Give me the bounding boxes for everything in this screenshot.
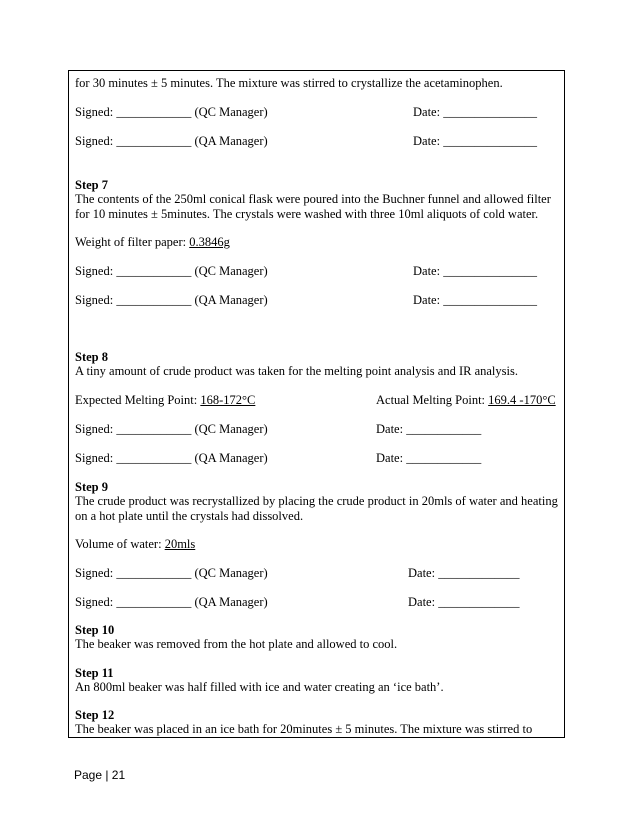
step-8-qa-signature: Signed: ____________ (QA Manager) [75,451,268,465]
step-12-heading: Step 12 [75,708,115,722]
step-8-text-line-1: A tiny amount of crude product was taken for the melting point analysis and IR analysis. [75,364,518,378]
step-9-qa-date: Date: _____________ [408,595,520,609]
step-7-heading: Step 7 [75,178,108,192]
step-7-qc-signature: Signed: ____________ (QC Manager) [75,264,268,278]
filter-paper-weight-value: 0.3846g [189,235,230,249]
actual-melting-point [376,393,556,408]
step-7-qa-date: Date: _______________ [413,293,537,307]
step-10-heading: Step 10 [75,623,115,637]
qa-date-line: Date: _______________ [413,134,537,148]
step-8-qc-date: Date: ____________ [376,422,482,436]
qc-date-line: Date: _______________ [413,105,537,119]
step-7-qa-signature: Signed: ____________ (QA Manager) [75,293,268,307]
step-9-heading: Step 9 [75,480,108,494]
water-volume-label: Volume of water: [75,537,165,551]
step-10-text-line-1: The beaker was removed from the hot plate and allowed to cool. [75,637,398,651]
qa-signature-line: Signed: ____________ (QA Manager) [75,134,268,148]
filter-paper-weight-label: Weight of filter paper: [75,235,190,249]
actual-melting-point-value: 169.4 -170°C [488,393,556,407]
filter-paper-weight [75,235,230,250]
step-12-text-line-1: The beaker was placed in an ice bath for 20minutes ± 5 minutes. The mixture was stirred to [75,722,533,736]
step-9-text-line-1: The crude product was recrystallized by placing the crude product in 20mls of water and heating [75,494,558,508]
step-9-qc-date: Date: _____________ [408,566,520,580]
step-9-qc-signature: Signed: ____________ (QC Manager) [75,566,268,580]
continuation-line: for 30 minutes ± 5 minutes. The mixture was stirred to crystallize the acetaminophen. [75,76,503,90]
expected-melting-point [75,393,255,408]
step-8-qa-date: Date: ____________ [376,451,482,465]
step-7-qc-date: Date: _______________ [413,264,537,278]
step-8-heading: Step 8 [75,350,108,364]
step-7-text-line-2: for 10 minutes ± 5minutes. The crystals were washed with three 10ml aliquots of cold water. [75,207,539,221]
qc-signature-line: Signed: ____________ (QC Manager) [75,105,268,119]
expected-melting-point-value: 168-172°C [200,393,256,407]
step-11-text-line-1: An 800ml beaker was half filled with ice and water creating an ‘ice bath’. [75,680,444,694]
page-number: Page | 21 [74,768,126,782]
step-9-qa-signature: Signed: ____________ (QA Manager) [75,595,268,609]
step-9-text-line-2: on a hot plate until the crystals had dissolved. [75,509,304,523]
water-volume [75,537,195,552]
expected-melting-point-label: Expected Melting Point: [75,393,201,407]
water-volume-value: 20mls [164,537,196,551]
step-7-text-line-1: The contents of the 250ml conical flask were poured into the Buchner funnel and allowed filter [75,192,551,206]
actual-melting-point-label: Actual Melting Point: [376,393,489,407]
step-8-qc-signature: Signed: ____________ (QC Manager) [75,422,268,436]
step-11-heading: Step 11 [75,666,114,680]
